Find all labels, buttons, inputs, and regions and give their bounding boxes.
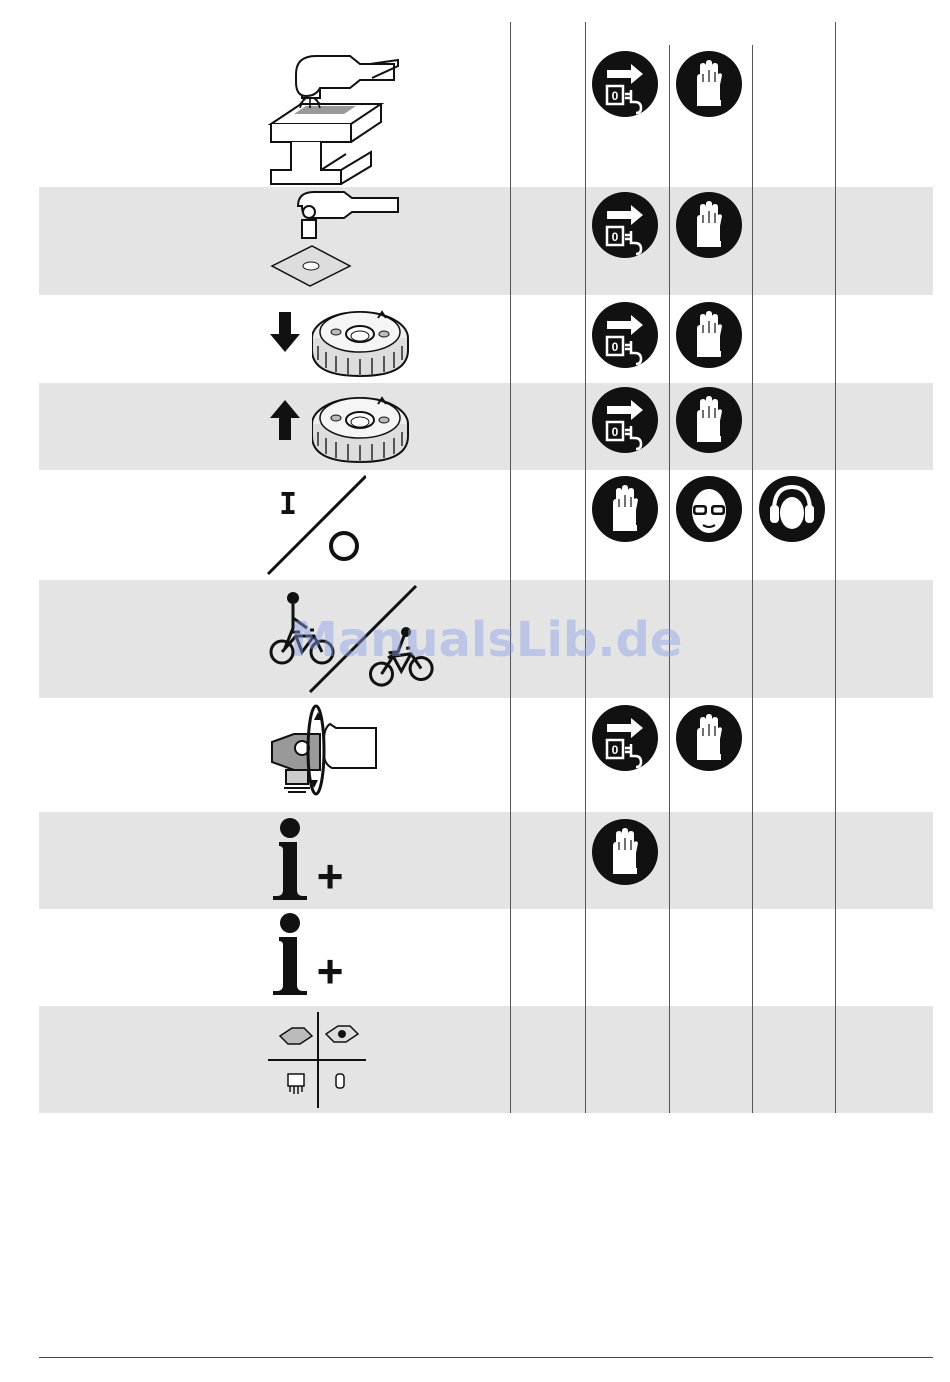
switch-on-label: I xyxy=(278,487,298,522)
grinder-mounting-disc-icon xyxy=(268,190,403,288)
row-band-4 xyxy=(39,383,933,470)
switch-off-label xyxy=(331,533,357,559)
arrow-up-icon xyxy=(270,400,300,440)
column-divider xyxy=(835,22,836,1113)
guard-rotation-icon xyxy=(268,702,380,798)
row-band-8 xyxy=(39,812,933,909)
plus-label: + xyxy=(316,945,344,997)
flange-nut-icon xyxy=(312,382,410,464)
flange-nut-icon xyxy=(312,296,410,378)
unplug-icon xyxy=(591,301,659,369)
column-divider xyxy=(752,45,753,1113)
row-band-10 xyxy=(39,1006,933,1113)
eye-protection-icon xyxy=(675,475,743,543)
arrow-down-icon xyxy=(270,312,300,352)
column-divider xyxy=(585,22,586,1113)
row-band-2 xyxy=(39,187,933,295)
unplug-icon xyxy=(591,386,659,454)
gloves-icon xyxy=(591,475,659,543)
ear-protection-icon xyxy=(758,475,826,543)
info-plus-icon xyxy=(270,818,360,910)
footer-rule xyxy=(39,1357,933,1358)
gloves-icon xyxy=(675,386,743,454)
watermark: ManualsLib.de xyxy=(290,612,683,668)
unplug-icon xyxy=(591,50,659,118)
gloves-icon xyxy=(675,301,743,369)
gloves-icon xyxy=(675,704,743,772)
gloves-icon xyxy=(675,50,743,118)
accessories-grid-icon xyxy=(268,1012,368,1110)
gloves-icon xyxy=(675,191,743,259)
on-off-switch-icon xyxy=(266,474,366,576)
gloves-icon xyxy=(591,818,659,886)
plus-label: + xyxy=(316,850,344,902)
column-divider xyxy=(669,45,670,1113)
column-divider xyxy=(510,22,511,1113)
unplug-icon xyxy=(591,704,659,772)
grinder-wire-brush-on-beam-icon xyxy=(266,44,406,189)
info-plus-icon xyxy=(270,913,360,1005)
unplug-icon xyxy=(591,191,659,259)
